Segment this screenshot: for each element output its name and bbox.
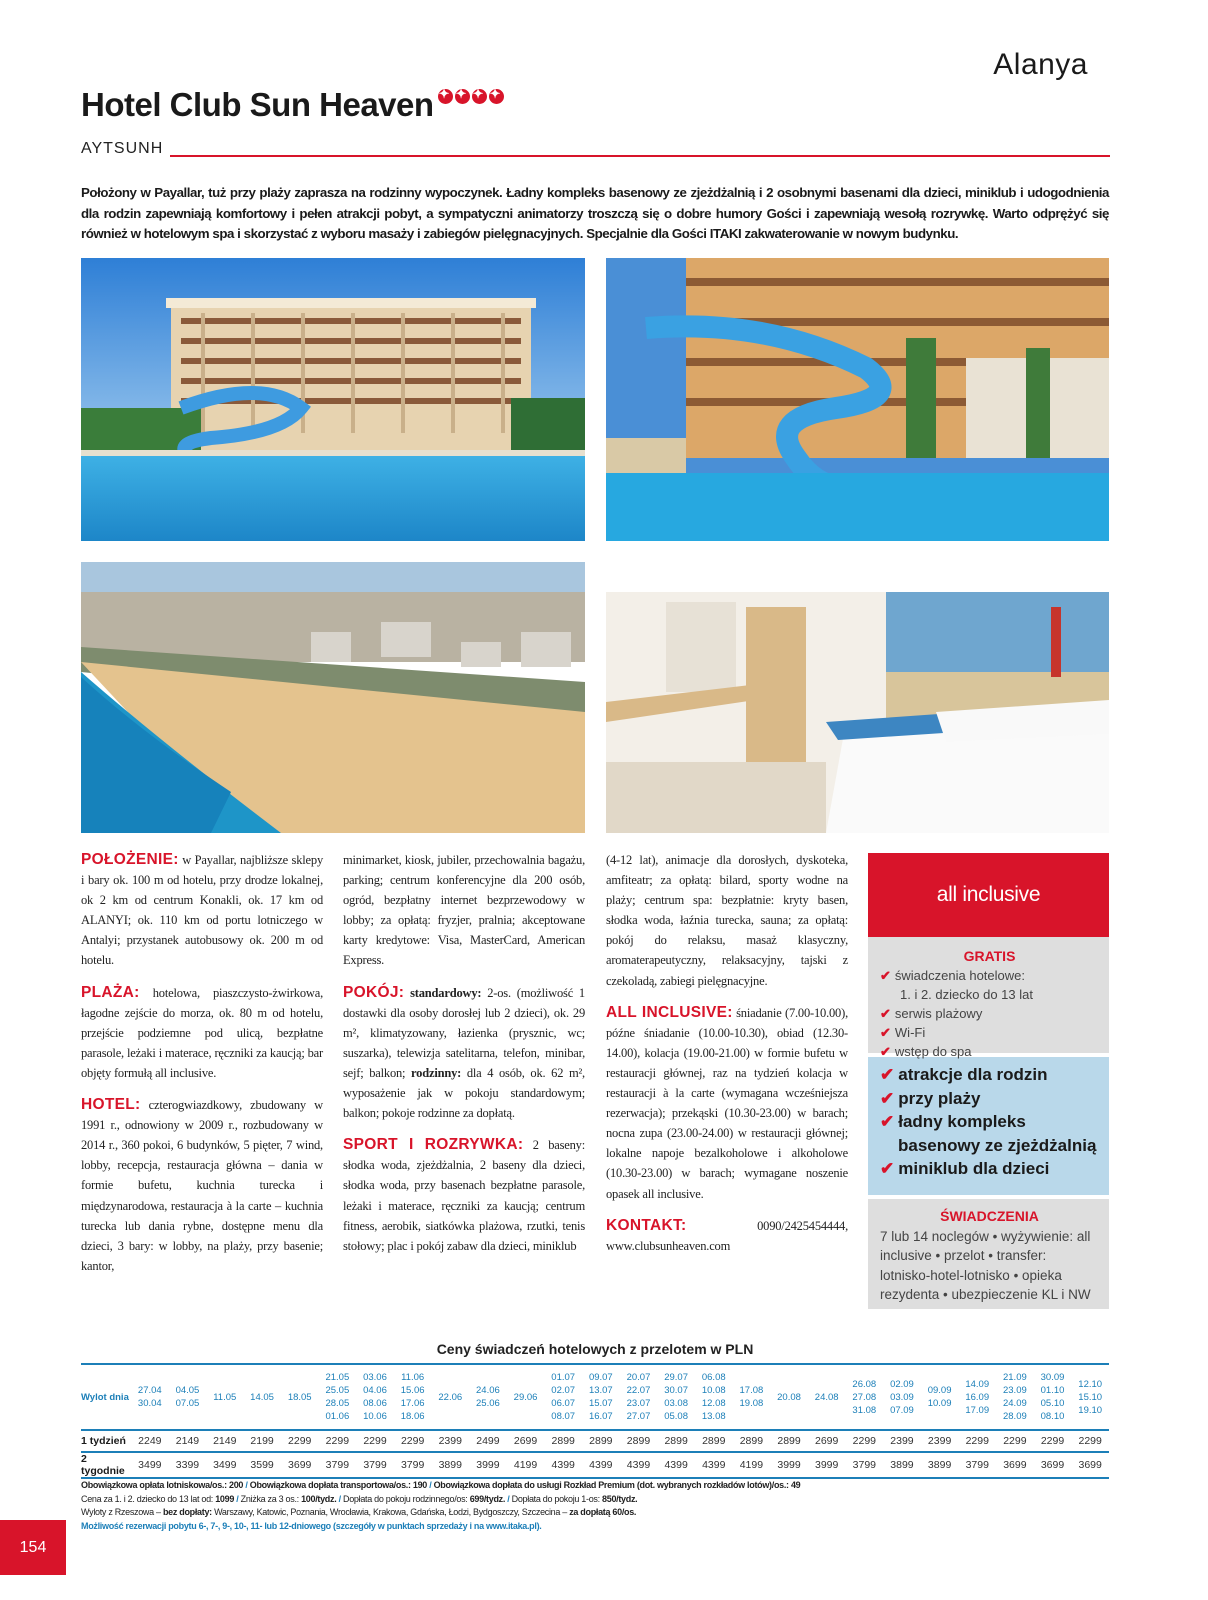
page-number: 154 bbox=[0, 1520, 66, 1575]
text-sport-continued: (4-12 lat), animacje dla dorosłych, dyskoteka, amfiteatr; za opłatą: bilard, sporty wodne na plaży; centrum spa: bezpłatnie: kryty basen, słodka woda, łaźnia turecka, sauna; za opłatą: pokój do relaksu, masaż klasyczny, aromaterapeutyczny, relaksacyjny, tajski z czekoladą, zabiegi pielęgnacyjne. bbox=[606, 853, 848, 988]
price-notes bbox=[81, 1479, 1109, 1533]
row-label-two-weeks: 2 tygodnie bbox=[81, 1452, 131, 1478]
departure-dates-cell: 11.05 bbox=[206, 1364, 243, 1430]
departure-dates-cell: 18.05 bbox=[281, 1364, 319, 1430]
swiadczenia-title: ŚWIADCZENIA bbox=[940, 1208, 1039, 1224]
section-plaza bbox=[81, 983, 323, 1083]
departure-dates-cell: 22.06 bbox=[431, 1364, 469, 1430]
price-cell: 3799 bbox=[394, 1452, 432, 1478]
price-cell: 2249 bbox=[131, 1430, 169, 1452]
price-cell: 2299 bbox=[846, 1430, 884, 1452]
intro-paragraph: Położony w Payallar, tuż przy plaży zaprasza na rodzinny wypoczynek. Ładny kompleks basenowy ze zjeżdżalnią i 2 osobnymi basenami dla dzieci, miniklub i udogodnienia dla rodzin zapewniają komfortowy i pełen atrakcji pobyt, a sympatyczni animatorzy troszczą się o dobre humory Gości i zapewniają wesołą rozrywkę. Warto odprężyć się również w hotelowym spa i skorzystać z wyboru masaży i zabiegów pielęgnacyjnych. Specjalnie dla Gości ITAKI zakwaterowanie w nowym budynku. bbox=[81, 185, 1109, 241]
section-kontakt bbox=[606, 1216, 848, 1256]
price-cell: 3899 bbox=[883, 1452, 921, 1478]
price-cell: 4399 bbox=[544, 1452, 582, 1478]
price-cell: 2299 bbox=[394, 1430, 432, 1452]
departure-dates-cell: 29.06 bbox=[507, 1364, 545, 1430]
price-table-title: Ceny świadczeń hotelowych z przelotem w PLN bbox=[436, 1341, 754, 1357]
departure-dates-cell: 17.08 19.08 bbox=[733, 1364, 771, 1430]
departure-dates-cell: 21.09 23.09 24.09 28.09 bbox=[996, 1364, 1034, 1430]
gratis-item: ✔ Wi-Fi bbox=[880, 1025, 926, 1040]
label-kontakt: KONTAKT: bbox=[606, 1216, 687, 1234]
departure-dates-cell: 04.05 07.05 bbox=[169, 1364, 207, 1430]
departure-dates-cell: 02.09 03.09 07.09 bbox=[883, 1364, 921, 1430]
label-hotel: HOTEL: bbox=[81, 1096, 141, 1114]
departure-dates-cell: 01.07 02.07 06.07 08.07 bbox=[544, 1364, 582, 1430]
price-table bbox=[81, 1363, 1109, 1479]
gratis-item: 1. i 2. dziecko do 13 lat bbox=[900, 987, 1033, 1002]
departure-dates-cell: 14.09 16.09 17.09 bbox=[958, 1364, 996, 1430]
all-inclusive-header: all inclusive bbox=[868, 853, 1109, 937]
text-polozenie: w Payallar, najbliższe sklepy i bary ok. 100 m od hotelu, przy drodze lokalnej, ok 2 km od centrum Konakli, ok. 17 km od ALANYI; ok. 110 km od portu lotniczego w Antalyi; przystanek autobusowy ok. 200 m od hotelu. bbox=[81, 853, 323, 968]
price-cell: 3899 bbox=[921, 1452, 959, 1478]
departure-dates-cell: 26.08 27.08 31.08 bbox=[846, 1364, 884, 1430]
price-cell: 2199 bbox=[243, 1430, 281, 1452]
check-icon: ✔ bbox=[880, 968, 891, 983]
note-line: Obowiązkowa opłata lotniskowa/os.: 200 / Obowiązkowa dopłata transportowa/os.: 190 / Obowiązkowa dopłata do usługi Rozkład Premium (dot. wybranych rozkładów lotów)/os.: 49 bbox=[81, 1480, 801, 1490]
check-icon: ✔ bbox=[880, 1088, 895, 1108]
star-rating bbox=[438, 89, 504, 104]
departure-dates-cell: 09.09 10.09 bbox=[921, 1364, 959, 1430]
text-column-2 bbox=[343, 850, 585, 1268]
note-line: Wyloty z Rzeszowa – bez dopłaty: Warszawy, Katowic, Poznania, Wrocławia, Krakowa, Gdańska, Łodzi, Bydgoszczy, Szczecina – za dopłatą 60/os. bbox=[81, 1507, 637, 1517]
gratis-panel bbox=[868, 937, 1109, 1059]
departure-dates-cell: 09.07 13.07 15.07 16.07 bbox=[582, 1364, 620, 1430]
price-cell: 2899 bbox=[733, 1430, 771, 1452]
departure-dates-cell: 03.06 04.06 08.06 10.06 bbox=[356, 1364, 394, 1430]
label-polozenie: POŁOŻENIE: bbox=[81, 851, 179, 868]
check-icon: ✔ bbox=[880, 1044, 891, 1059]
all-inclusive-box bbox=[868, 853, 1109, 1313]
text-hotel-continued: minimarket, kiosk, jubiler, przechowalnia bagażu, parking; centrum konferencyjne dla 200 osób, ogród, bezpłatny internet bezprzewodowy w lobby; za opłatą: fryzjer, pralnia; akceptowane karty kredytowe: Visa, MasterCard, American Express. bbox=[343, 853, 585, 968]
departure-dates-row bbox=[81, 1364, 1109, 1430]
price-cell: 3399 bbox=[169, 1452, 207, 1478]
price-cell: 2499 bbox=[469, 1430, 507, 1452]
departure-dates-cell: 20.07 22.07 23.07 27.07 bbox=[620, 1364, 658, 1430]
price-cell: 4199 bbox=[733, 1452, 771, 1478]
price-cell: 2899 bbox=[695, 1430, 733, 1452]
price-cell: 3999 bbox=[469, 1452, 507, 1478]
text-column-1 bbox=[81, 850, 323, 1288]
departure-dates-cell: 06.08 10.08 12.08 13.08 bbox=[695, 1364, 733, 1430]
star-icon bbox=[438, 89, 453, 104]
departure-dates-cell: 21.05 25.05 28.05 01.06 bbox=[319, 1364, 357, 1430]
price-cell: 3999 bbox=[808, 1452, 846, 1478]
price-cell: 4199 bbox=[507, 1452, 545, 1478]
price-cell: 2699 bbox=[808, 1430, 846, 1452]
price-cell: 2899 bbox=[770, 1430, 808, 1452]
price-cell: 2299 bbox=[281, 1430, 319, 1452]
section-pokoj bbox=[343, 983, 585, 1124]
price-cell: 2149 bbox=[169, 1430, 207, 1452]
price-cell: 2299 bbox=[1071, 1430, 1109, 1452]
two-week-price-row bbox=[81, 1452, 1109, 1478]
departure-dates-cell: 12.10 15.10 19.10 bbox=[1071, 1364, 1109, 1430]
photo-water-slides bbox=[606, 258, 1109, 541]
departure-dates-cell: 27.04 30.04 bbox=[131, 1364, 169, 1430]
price-cell: 4399 bbox=[657, 1452, 695, 1478]
section-hotel-cont bbox=[343, 850, 585, 971]
star-icon bbox=[489, 89, 504, 104]
photo-hotel-pool bbox=[81, 258, 585, 541]
price-cell: 4399 bbox=[620, 1452, 658, 1478]
section-all-inclusive bbox=[606, 1003, 848, 1204]
price-cell: 3699 bbox=[1034, 1452, 1072, 1478]
price-cell: 3899 bbox=[431, 1452, 469, 1478]
price-cell: 2899 bbox=[620, 1430, 658, 1452]
price-cell: 3699 bbox=[996, 1452, 1034, 1478]
text-sport: 2 baseny: słodka woda, zjeżdżalnia, 2 baseny dla dzieci, słodka woda, przy basenach bezpłatne parasole, leżaki i materace, ręczniki za kaucją; centrum fitness, aerobik, siatkówka plażowa, rzutki, tenis stołowy; plac i pokój zabaw dla dzieci, miniklub bbox=[343, 1138, 585, 1253]
price-cell: 2149 bbox=[206, 1430, 243, 1452]
departure-dates-cell: 24.08 bbox=[808, 1364, 846, 1430]
note-line: Możliwość rezerwacji pobytu 6-, 7-, 9-, 10-, 11- lub 12-dniowego (szczegóły w punktach sprzedaży i na www.itaka.pl). bbox=[81, 1520, 542, 1531]
departure-dates-cell: 14.05 bbox=[243, 1364, 281, 1430]
departure-dates-cell: 20.08 bbox=[770, 1364, 808, 1430]
region-name: Alanya bbox=[993, 48, 1088, 81]
gratis-title: GRATIS bbox=[963, 948, 1016, 964]
label-sport: SPORT I ROZRYWKA: bbox=[343, 1136, 524, 1154]
label-pokoj-standard: standardowy: bbox=[410, 985, 482, 1000]
price-cell: 3499 bbox=[131, 1452, 169, 1478]
check-icon: ✔ bbox=[880, 1065, 895, 1084]
star-icon bbox=[472, 89, 487, 104]
price-cell: 2299 bbox=[996, 1430, 1034, 1452]
price-cell: 2899 bbox=[544, 1430, 582, 1452]
check-icon: ✔ bbox=[880, 1112, 895, 1131]
price-cell: 2399 bbox=[921, 1430, 959, 1452]
price-cell: 3599 bbox=[243, 1452, 281, 1478]
check-icon: ✔ bbox=[880, 1159, 895, 1178]
swiadczenia-text: 7 lub 14 noclegów • wyżywienie: all inclusive • przelot • transfer: lotnisko-hotel-lotnisko • opieka rezydenta • ubezpieczenie KL i NW bbox=[880, 1228, 1091, 1302]
check-icon: ✔ bbox=[880, 1025, 891, 1040]
price-cell: 2299 bbox=[958, 1430, 996, 1452]
price-cell: 3699 bbox=[1071, 1452, 1109, 1478]
hotel-title bbox=[81, 86, 504, 124]
price-cell: 3799 bbox=[958, 1452, 996, 1478]
gratis-item: ✔ wstęp do spa bbox=[880, 1044, 972, 1059]
text-pokoj-rodzinny: dla 4 osób, ok. 62 m², wyposażenie jak w pokoju standardowym; balkon; pokoje rodzinne za dopłatą. bbox=[343, 1065, 585, 1121]
hotel-name: Hotel Club Sun Heaven bbox=[81, 86, 434, 123]
price-cell: 2899 bbox=[582, 1430, 620, 1452]
price-cell: 3799 bbox=[319, 1452, 357, 1478]
price-cell: 2699 bbox=[507, 1430, 545, 1452]
features-panel bbox=[868, 1057, 1109, 1195]
departure-dates-cell: 29.07 30.07 03.08 05.08 bbox=[657, 1364, 695, 1430]
star-icon bbox=[455, 89, 470, 104]
text-pokoj-standard: 2-os. (możliwość 1 dostawki dla osoby dorosłej lub 2 dzieci), ok. 29 m², klimatyzowany, łazienka (prysznic, wc; suszarka), telewizja satelitarna, telefon, minibar, sejf; balkon; bbox=[343, 985, 585, 1080]
photo-aerial-beach bbox=[81, 562, 585, 833]
section-polozenie bbox=[81, 850, 323, 971]
price-cell: 3999 bbox=[770, 1452, 808, 1478]
label-pokoj: POKÓJ: bbox=[343, 983, 405, 1001]
text-hotel: czterogwiazdkowy, zbudowany w 1991 r., odnowiony w 2009 r., rozbudowany w 2014 r., 360 pokoi, 6 budynków, 5 pięter, 7 wind, lobby, recepcja, restauracja główna – dania w formie bufetu, kuchnia turecka i międzynarodowa, restauracja à la carte – kuchnia turecka lub dania rybne, dostępne menu dla dzieci, 3 bary: w lobby, na plaży, przy basenie; kantor, bbox=[81, 1098, 323, 1273]
price-cell: 2299 bbox=[356, 1430, 394, 1452]
price-cell: 2299 bbox=[1034, 1430, 1072, 1452]
price-cell: 3799 bbox=[356, 1452, 394, 1478]
section-hotel bbox=[81, 1095, 323, 1276]
text-kontakt: 0090/2425454444, www.clubsunheaven.com bbox=[606, 1218, 848, 1253]
section-sport bbox=[343, 1135, 585, 1256]
note-line: Cena za 1. i 2. dziecko do 13 lat od: 1099 / Zniżka za 3 os.: 100/tydz. / Dopłata do pokoju rodzinnego/os: 699/tydz. / Dopłata do pokoju 1-os: 850/tydz. bbox=[81, 1493, 638, 1504]
price-cell: 4399 bbox=[695, 1452, 733, 1478]
feature-item: basenowy ze zjeżdżalnią bbox=[898, 1135, 1097, 1155]
label-pokoj-rodzinny: rodzinny: bbox=[411, 1065, 462, 1080]
departure-dates-cell: 30.09 01.10 05.10 08.10 bbox=[1034, 1364, 1072, 1430]
photo-hotel-room bbox=[606, 562, 1109, 833]
price-cell: 3699 bbox=[281, 1452, 319, 1478]
price-cell: 2299 bbox=[319, 1430, 357, 1452]
label-all-inclusive: ALL INCLUSIVE: bbox=[606, 1003, 733, 1021]
departure-dates-cell: 24.06 25.06 bbox=[469, 1364, 507, 1430]
check-icon: ✔ bbox=[880, 1006, 891, 1021]
row-label-departure: Wylot dnia bbox=[81, 1364, 131, 1430]
feature-item: ✔ atrakcje dla rodzin bbox=[880, 1065, 1048, 1084]
hotel-code: AYTSUNH bbox=[81, 140, 164, 157]
one-week-price-row bbox=[81, 1430, 1109, 1452]
price-cell: 2399 bbox=[431, 1430, 469, 1452]
text-all-inclusive: śniadanie (7.00-10.00), późne śniadanie (10.00-10.30), obiad (12.30-14.00), kolacja (19.00-21.00) w formie bufetu w restauracji głównej, raz na tydzień kolacja w restauracji à la carte (wymagana wcześniejsza rezerwacja); przekąski (10.30-23.00) w barach; nocna zupa (23.00-24.00) w restauracji głównej; lokalne napoje bezalkoholowe i alkoholowe (10.30-23.00) w barach; wymagane noszenie opasek all inclusive. bbox=[606, 1005, 848, 1201]
price-cell: 3799 bbox=[846, 1452, 884, 1478]
row-label-one-week: 1 tydzień bbox=[81, 1430, 131, 1452]
price-cell: 3499 bbox=[206, 1452, 243, 1478]
gratis-item: ✔ świadczenia hotelowe: bbox=[880, 968, 1025, 983]
feature-item: ✔ ładny kompleks bbox=[880, 1112, 1026, 1131]
label-plaza: PLAŻA: bbox=[81, 983, 140, 1001]
title-divider bbox=[170, 155, 1110, 157]
section-sport-cont bbox=[606, 850, 848, 991]
swiadczenia-panel bbox=[868, 1199, 1109, 1309]
price-cell: 4399 bbox=[582, 1452, 620, 1478]
text-plaza: hotelowa, piaszczysto-żwirkowa, łagodne zejście do morza, ok. 80 m od hotelu, przejście podziemne pod ulicą, bezpłatne parasole, leżaki i materace, ręczniki za kaucją; bar objęty formułą all inclusive. bbox=[81, 985, 323, 1080]
feature-item: ✔ przy plaży bbox=[880, 1088, 981, 1108]
price-cell: 2899 bbox=[657, 1430, 695, 1452]
departure-dates-cell: 11.06 15.06 17.06 18.06 bbox=[394, 1364, 432, 1430]
price-cell: 2399 bbox=[883, 1430, 921, 1452]
text-column-3 bbox=[606, 850, 848, 1268]
feature-item: ✔ miniklub dla dzieci bbox=[880, 1159, 1050, 1178]
gratis-item: ✔ serwis plażowy bbox=[880, 1006, 983, 1021]
